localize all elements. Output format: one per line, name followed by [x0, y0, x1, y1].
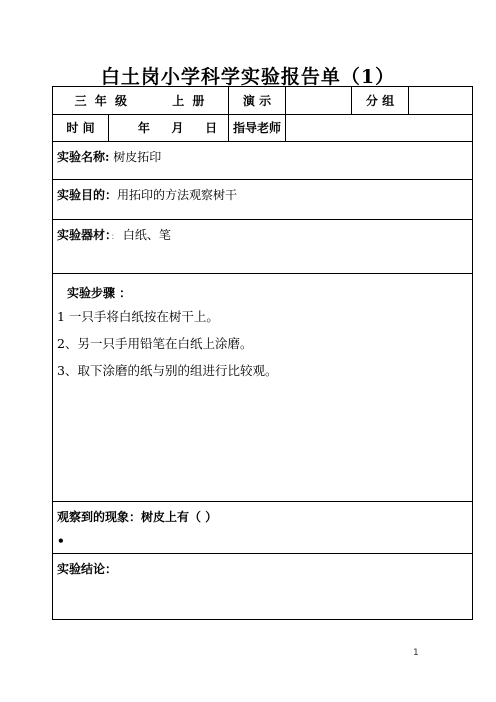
experiment-name-cell[interactable] [53, 142, 473, 180]
grade-label: 三 年 级 [74, 93, 129, 108]
time-label: 时 间 [53, 115, 109, 142]
observation-text: 观察到的现象：树皮上有（ ） [57, 510, 218, 524]
conclusion-label: 实验结论： [57, 562, 118, 576]
conclusion-cell[interactable] [53, 554, 473, 620]
grade-term-cell [53, 87, 229, 115]
group-label: 分 组 [352, 87, 409, 115]
experiment-purpose-cell[interactable] [53, 180, 473, 220]
group-checkbox-cell[interactable] [409, 87, 473, 115]
experiment-materials-label: 实验器材： [57, 228, 112, 242]
teacher-field[interactable] [286, 115, 473, 142]
experiment-materials-separator: ： [111, 232, 120, 241]
experiment-materials-value: 白纸、笔 [122, 228, 171, 242]
demo-checkbox-cell[interactable] [286, 87, 352, 115]
step-item-1: 1 一只手将白纸按在树干上。 [57, 309, 219, 324]
name-row [53, 142, 473, 180]
date-cell[interactable] [109, 115, 229, 142]
header-row [53, 87, 473, 115]
experiment-materials-cell[interactable] [53, 220, 473, 274]
purpose-row [53, 180, 473, 220]
experiment-name-value: 树皮拓印 [113, 150, 162, 164]
experiment-steps-cell[interactable] [53, 274, 473, 502]
experiment-purpose-value: 用拓印的方法观察树干 [117, 188, 238, 202]
steps-row [53, 274, 473, 502]
teacher-label: 指导老师 [229, 115, 286, 142]
observation-row [53, 502, 473, 554]
day-label: 日 [205, 121, 218, 135]
year-label: 年 [137, 121, 150, 135]
observation-bullet: • [57, 534, 65, 548]
experiment-name-separator: : [105, 150, 110, 164]
observation-cell[interactable] [53, 502, 473, 554]
report-table [52, 86, 473, 620]
demo-label: 演 示 [229, 87, 286, 115]
materials-row [53, 220, 473, 274]
experiment-name-label: 实验名称 [57, 150, 106, 164]
month-label: 月 [171, 121, 184, 135]
page-number: 1 [413, 648, 419, 658]
steps-heading: 实验步骤 ： [67, 286, 132, 300]
term-label: 上 册 [172, 93, 207, 108]
time-row [53, 115, 473, 142]
experiment-purpose-label: 实验目的： [57, 188, 118, 202]
step-item-3: 3、取下涂磨的纸与别的组进行比较观。 [57, 363, 278, 378]
step-item-2: 2、另一只手用铅笔在白纸上涂磨。 [57, 336, 253, 351]
conclusion-row [53, 554, 473, 620]
page-title: 白土岗小学科学实验报告单（1） [100, 66, 396, 88]
